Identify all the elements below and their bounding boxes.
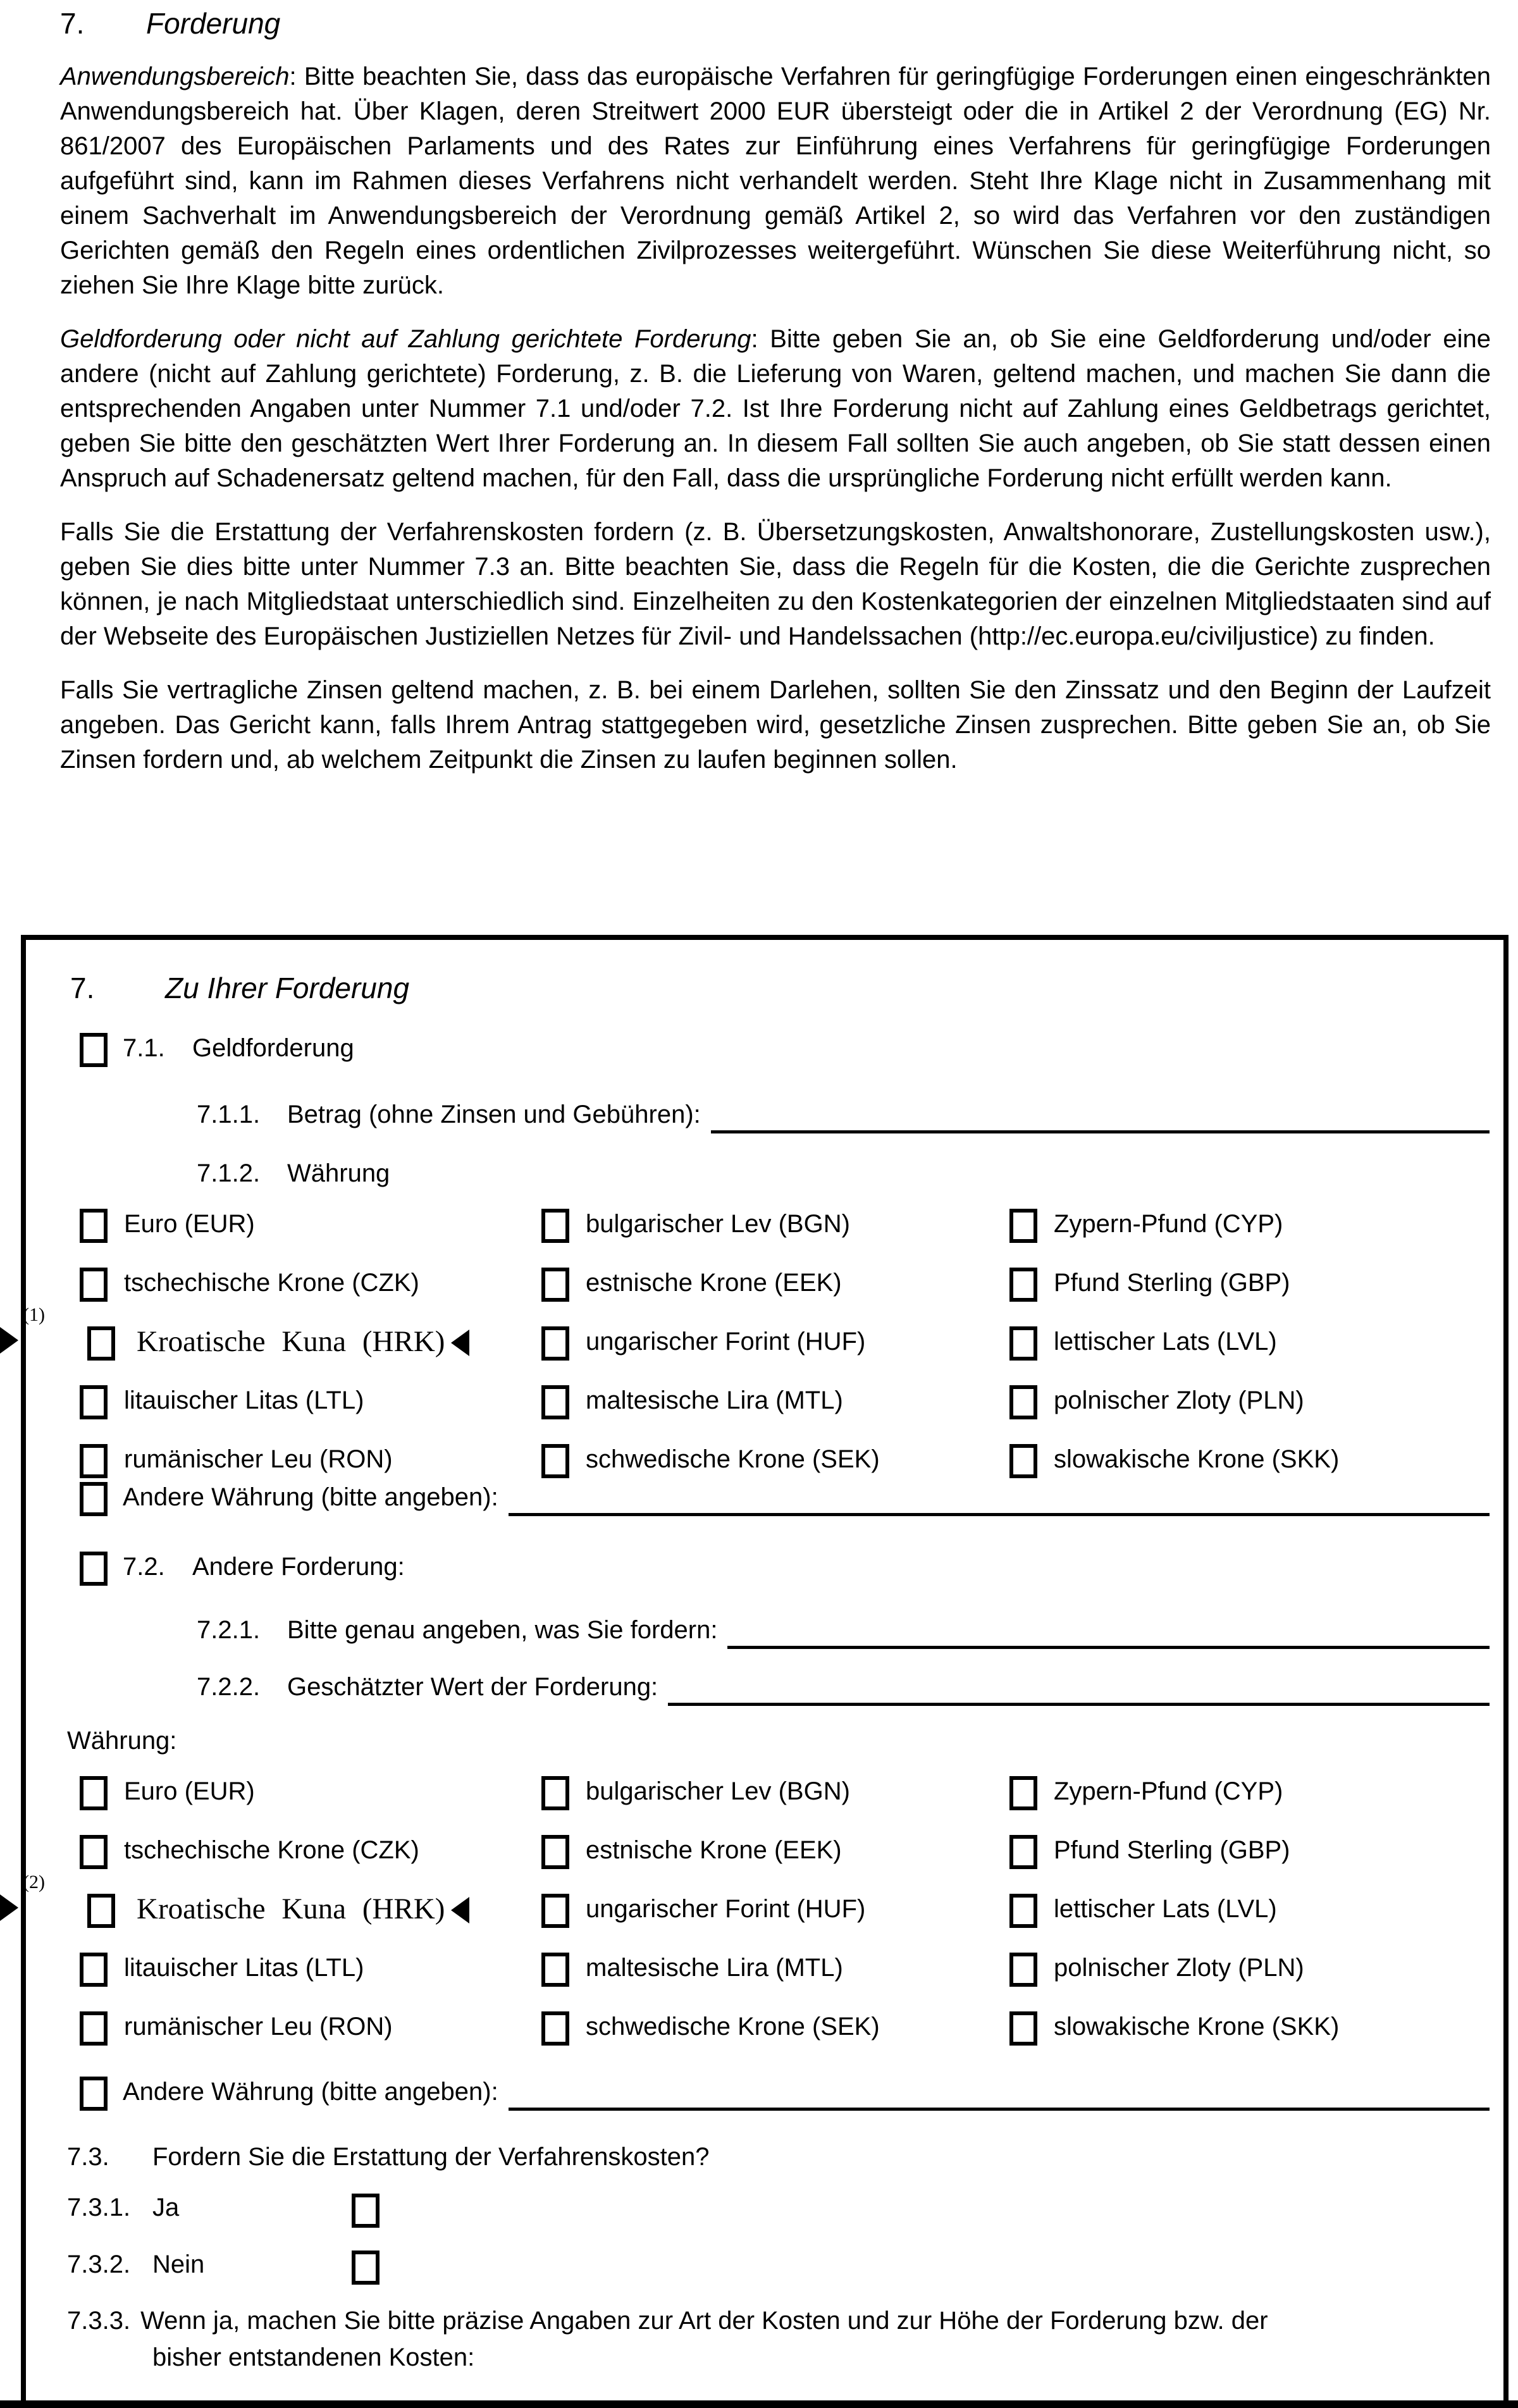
currency-option-mtl: maltesische Lira (MTL)	[541, 1383, 1009, 1419]
currency-option-pln: polnischer Zloty (PLN)	[1009, 1951, 1478, 1987]
other-currency-label: Andere Währung (bitte angeben):	[123, 2078, 498, 2106]
write-in-line-other-currency-1[interactable]	[509, 1480, 1490, 1516]
paragraph-anwendungsbereich	[60, 59, 1491, 303]
checkbox-ja[interactable]	[352, 2194, 379, 2228]
currency-grid-1	[26, 1207, 1503, 1504]
currency-option-gbp: Pfund Sterling (GBP)	[1009, 1833, 1478, 1869]
paragraph-lead: Anwendungsbereich	[60, 63, 290, 90]
checkbox-czk-2[interactable]	[80, 1835, 108, 1869]
page-bottom-edge	[0, 2400, 1518, 2408]
write-in-line-other-currency-2[interactable]	[509, 2075, 1490, 2111]
currency-grid-2	[26, 1774, 1503, 2071]
item-label: Geschätzter Wert der Forderung:	[287, 1673, 658, 1701]
checkbox-gbp[interactable]	[1009, 1268, 1037, 1302]
paragraph-text: Falls Sie vertragliche Zinsen geltend machen, z. B. bei einem Darlehen, sollten Sie den Zinssatz und den Beginn der Laufzeit angeben. Das Gericht kann, falls Ihrem Antrag stattgegeben wird, gesetzliche Zinsen zusprechen. Bitte geben Sie an, ob Sie Zinsen fordern und, ab welchem Zeitpunkt die Zinsen zu laufen beginnen sollen.	[60, 676, 1491, 774]
write-in-line-claim-description[interactable]	[727, 1613, 1490, 1649]
currency-option-ltl: litauischer Litas (LTL)	[80, 1383, 548, 1419]
checkbox-7-1-geldforderung[interactable]	[80, 1033, 108, 1067]
item-number: 7.2.2.	[197, 1673, 261, 1701]
write-in-line-estimated-value[interactable]	[668, 1670, 1490, 1706]
checkbox-hrk[interactable]	[87, 1326, 115, 1361]
checkbox-eur[interactable]	[80, 1209, 108, 1243]
checkbox-pln[interactable]	[1009, 1385, 1037, 1419]
item-number: 7.3.2.	[67, 2251, 131, 2278]
currency-option-czk: tschechische Krone (CZK)	[80, 1833, 548, 1869]
checkbox-czk[interactable]	[80, 1268, 108, 1302]
currency-option-hrk-amended: Kroatische Kuna (HRK)	[80, 1892, 548, 1928]
item-7-3	[26, 2140, 1503, 2175]
checkbox-lvl-2[interactable]	[1009, 1894, 1037, 1928]
item-number: 7.2.1.	[197, 1616, 261, 1644]
intro-section	[60, 4, 1491, 777]
section-heading	[60, 6, 1491, 40]
currency-option-pln: polnischer Zloty (PLN)	[1009, 1383, 1478, 1419]
currency-option-skk: slowakische Krone (SKK)	[1009, 2010, 1478, 2046]
item-label: Bitte genau angeben, was Sie fordern:	[287, 1616, 718, 1644]
item-number: 7.2.	[123, 1553, 165, 1581]
form-section-number: 7.	[70, 972, 95, 1004]
currency-option-bgn: bulgarischer Lev (BGN)	[541, 1207, 1009, 1243]
paragraph-verfahrenskosten	[60, 515, 1491, 654]
form-section-title: Zu Ihrer Forderung	[165, 972, 410, 1004]
currency-heading: Währung:	[67, 1727, 177, 1755]
checkbox-bgn[interactable]	[541, 1209, 569, 1243]
amendment-marker-number: (1)	[23, 1304, 45, 1325]
item-7-3-3	[26, 2302, 1503, 2376]
checkbox-eek[interactable]	[541, 1268, 569, 1302]
item-label: Ja	[152, 2194, 180, 2221]
checkbox-ltl-2[interactable]	[80, 1953, 108, 1987]
checkbox-eek-2[interactable]	[541, 1835, 569, 1869]
currency-option-bgn: bulgarischer Lev (BGN)	[541, 1774, 1009, 1810]
other-currency-row-2	[26, 2075, 1503, 2111]
checkbox-other-currency-1[interactable]	[80, 1482, 108, 1516]
checkbox-ron[interactable]	[80, 1444, 108, 1478]
currency-option-huf: ungarischer Forint (HUF)	[541, 1892, 1009, 1928]
amendment-arrow-icon	[0, 1894, 18, 1921]
item-label: Wenn ja, machen Sie bitte präzise Angaben zur Art der Kosten und zur Höhe der Forderung bzw. der bisher entstandenen Kosten:	[140, 2307, 1268, 2371]
checkbox-7-2-andere-forderung[interactable]	[80, 1552, 108, 1586]
amendment-arrow-icon	[0, 1327, 18, 1354]
checkbox-cyp[interactable]	[1009, 1209, 1037, 1243]
paragraph-lead: Geldforderung oder nicht auf Zahlung gerichtete Forderung	[60, 325, 751, 353]
currency-option-eur: Euro (EUR)	[80, 1207, 548, 1243]
item-7-2	[26, 1550, 1503, 1586]
checkbox-huf-2[interactable]	[541, 1894, 569, 1928]
item-text	[67, 2302, 1339, 2376]
amendment-marker-number: (2)	[23, 1872, 45, 1892]
other-currency-label: Andere Währung (bitte angeben):	[123, 1483, 498, 1511]
paragraph-zinsen	[60, 673, 1491, 777]
paragraph-geldforderung	[60, 322, 1491, 496]
item-label: Währung	[287, 1159, 390, 1187]
currency-option-eek: estnische Krone (EEK)	[541, 1266, 1009, 1302]
checkbox-other-currency-2[interactable]	[80, 2077, 108, 2111]
currency-option-cyp: Zypern-Pfund (CYP)	[1009, 1207, 1478, 1243]
item-7-3-2	[26, 2247, 1503, 2282]
amendment-end-icon	[451, 1897, 469, 1923]
checkbox-bgn-2[interactable]	[541, 1776, 569, 1810]
currency-option-cyp: Zypern-Pfund (CYP)	[1009, 1774, 1478, 1810]
checkbox-ltl[interactable]	[80, 1385, 108, 1419]
section-number: 7.	[60, 7, 85, 40]
item-7-1	[26, 1031, 1503, 1067]
item-label: Betrag (ohne Zinsen und Gebühren):	[287, 1101, 701, 1128]
item-number: 7.1.	[123, 1034, 165, 1062]
currency-option-ron: rumänischer Leu (RON)	[80, 1442, 548, 1478]
item-label: Geldforderung	[192, 1034, 354, 1062]
checkbox-nein[interactable]	[352, 2251, 379, 2285]
checkbox-mtl[interactable]	[541, 1385, 569, 1419]
checkbox-eur-2[interactable]	[80, 1776, 108, 1810]
item-7-2-2	[26, 1670, 1503, 1706]
item-number: 7.1.2.	[197, 1159, 261, 1187]
currency-option-gbp: Pfund Sterling (GBP)	[1009, 1266, 1478, 1302]
amendment-marker-2	[0, 1872, 51, 1932]
item-label: Nein	[152, 2251, 205, 2278]
currency-option-sek: schwedische Krone (SEK)	[541, 2010, 1009, 2046]
checkbox-sek-2[interactable]	[541, 2011, 569, 2046]
other-currency-row-1	[26, 1480, 1503, 1516]
item-7-1-2	[26, 1156, 1503, 1191]
checkbox-sek[interactable]	[541, 1444, 569, 1478]
item-7-3-1	[26, 2190, 1503, 2225]
write-in-line-amount[interactable]	[711, 1097, 1490, 1133]
amendment-marker-1	[0, 1304, 51, 1365]
currency-option-eur: Euro (EUR)	[80, 1774, 548, 1810]
currency-option-sek: schwedische Krone (SEK)	[541, 1442, 1009, 1478]
form-section-box	[21, 935, 1509, 2408]
checkbox-gbp-2[interactable]	[1009, 1835, 1037, 1869]
currency-option-ron: rumänischer Leu (RON)	[80, 2010, 548, 2046]
checkbox-cyp-2[interactable]	[1009, 1776, 1037, 1810]
section-title: Forderung	[146, 7, 281, 40]
paragraph-text: Falls Sie die Erstattung der Verfahrenskosten fordern (z. B. Übersetzungskosten, Anwaltshonorare, Zustellungskosten usw.), geben Sie dies bitte unter Nummer 7.3 an. Bitte beachten Sie, dass die Regeln für die Kosten, die die Gerichte zusprechen können, je nach Mitgliedstaat unterschiedlich sind. Einzelheiten zu den Kostenkategorien der einzelnen Mitgliedstaaten sind auf der Webseite des Europäischen Justiziellen Netzes für Zivil- und Handelssachen (http://ec.europa.eu/civiljustice) zu finden.	[60, 518, 1491, 650]
currency-option-lvl: lettischer Lats (LVL)	[1009, 1892, 1478, 1928]
currency-option-skk: slowakische Krone (SKK)	[1009, 1442, 1478, 1478]
item-number: 7.3.1.	[67, 2194, 131, 2221]
checkbox-ron-2[interactable]	[80, 2011, 108, 2046]
currency-option-ltl: litauischer Litas (LTL)	[80, 1951, 548, 1987]
item-label: Andere Forderung:	[192, 1553, 405, 1581]
checkbox-hrk-2[interactable]	[87, 1894, 115, 1928]
item-7-2-1	[26, 1613, 1503, 1649]
checkbox-mtl-2[interactable]	[541, 1953, 569, 1987]
currency-heading-row	[26, 1724, 1503, 1758]
currency-option-lvl: lettischer Lats (LVL)	[1009, 1324, 1478, 1361]
item-number: 7.3.	[67, 2143, 109, 2171]
form-heading	[26, 971, 1503, 1006]
paragraph-text: : Bitte beachten Sie, dass das europäische Verfahren für geringfügige Forderungen einen eingeschränkten Anwendungsbereich hat. Über Klagen, deren Streitwert 2000 EUR übersteigt oder die in Artikel 2 der Verordnung (EG) Nr. 861/2007 des Europäischen Parlaments und des Rates zur Einführung eines Verfahrens für geringfügige Forderungen aufgeführt sind, kann im Rahmen dieses Verfahrens nicht verhandelt werden. Steht Ihre Klage nicht in Zusammenhang mit einem Sachverhalt im Anwendungsbereich der Verordnung gemäß Artikel 2, so wird das Verfahren vor den zuständigen Gerichten gemäß den Regeln eines ordentlichen Zivilprozesses weitergeführt. Wünschen Sie diese Weiterführung nicht, so ziehen Sie Ihre Klage bitte zurück.	[60, 63, 1491, 299]
checkbox-lvl[interactable]	[1009, 1326, 1037, 1361]
checkbox-skk[interactable]	[1009, 1444, 1037, 1478]
paragraph-text: : Bitte geben Sie an, ob Sie eine Geldforderung und/oder eine andere (nicht auf Zahlung gerichtete) Forderung, z. B. die Lieferung von Waren, geltend machen, und machen Sie dann die entsprechenden Angaben unter Nummer 7.1 und/oder 7.2. Ist Ihre Forderung nicht auf Zahlung eines Geldbetrags gerichtet, geben Sie bitte den geschätzten Wert Ihrer Forderung an. In diesem Fall sollten Sie auch angeben, ob Sie statt dessen einen Anspruch auf Schadenersatz geltend machen, für den Fall, dass die ursprüngliche Forderung nicht erfüllt werden kann.	[60, 325, 1491, 492]
currency-option-hrk-amended: Kroatische Kuna (HRK)	[80, 1324, 548, 1361]
currency-option-czk: tschechische Krone (CZK)	[80, 1266, 548, 1302]
checkbox-skk-2[interactable]	[1009, 2011, 1037, 2046]
item-number: 7.1.1.	[197, 1101, 261, 1128]
checkbox-pln-2[interactable]	[1009, 1953, 1037, 1987]
item-number: 7.3.3.	[67, 2307, 131, 2335]
item-label: Fordern Sie die Erstattung der Verfahrenskosten?	[152, 2143, 710, 2171]
checkbox-huf[interactable]	[541, 1326, 569, 1361]
currency-option-huf: ungarischer Forint (HUF)	[541, 1324, 1009, 1361]
currency-option-eek: estnische Krone (EEK)	[541, 1833, 1009, 1869]
amendment-end-icon	[451, 1330, 469, 1356]
currency-option-mtl: maltesische Lira (MTL)	[541, 1951, 1009, 1987]
item-7-1-1	[26, 1097, 1503, 1133]
